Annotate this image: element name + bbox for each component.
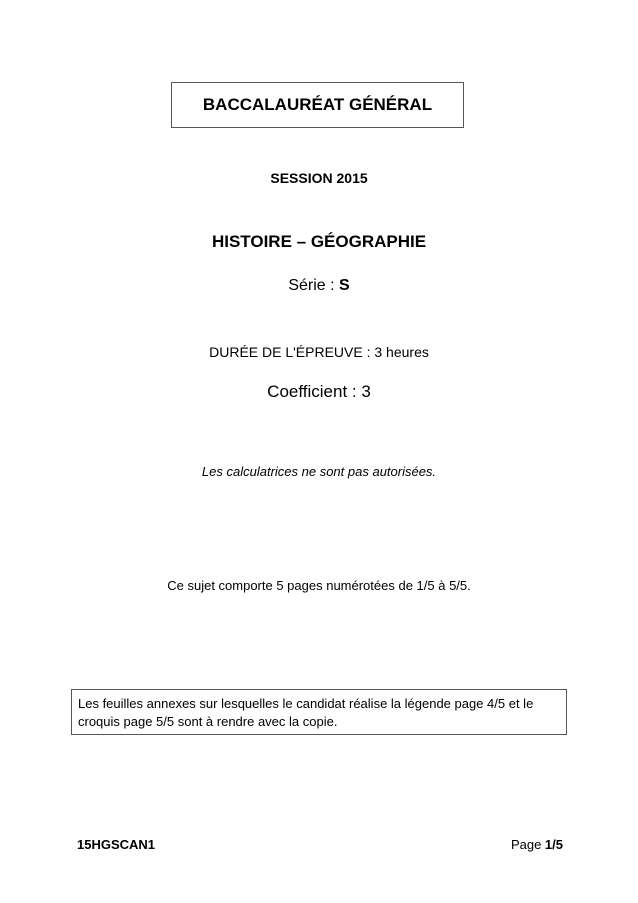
subject-title: HISTOIRE – GÉOGRAPHIE — [211, 232, 427, 251]
calculator-notice: Les calculatrices ne sont pas autorisées. — [201, 464, 437, 479]
exam-duration: DURÉE DE L'ÉPREUVE : 3 heures — [209, 344, 429, 360]
annex-notice-box — [71, 689, 567, 735]
serie-line — [0, 277, 638, 295]
page-count-notice: Ce sujet comporte 5 pages numérotées de 1/5 à 5/5. — [167, 578, 471, 593]
page-label: Page — [510, 837, 545, 852]
exam-title: BACCALAURÉAT GÉNÉRAL — [202, 95, 433, 114]
page-indicator — [511, 837, 563, 852]
exam-title-box — [171, 82, 464, 128]
session-label: SESSION 2015 — [270, 170, 368, 186]
serie-value: S — [339, 277, 350, 294]
page-number: 1/5 — [544, 837, 563, 852]
coefficient: Coefficient : 3 — [267, 382, 371, 401]
serie-label: Série : — [288, 277, 339, 294]
annex-notice-text: Les feuilles annexes sur lesquelles le candidat réalise la légende page 4/5 et le croquis page 5/5 sont à rendre avec la copie. — [78, 696, 534, 729]
subject-code: 15HGSCAN1 — [77, 837, 156, 852]
